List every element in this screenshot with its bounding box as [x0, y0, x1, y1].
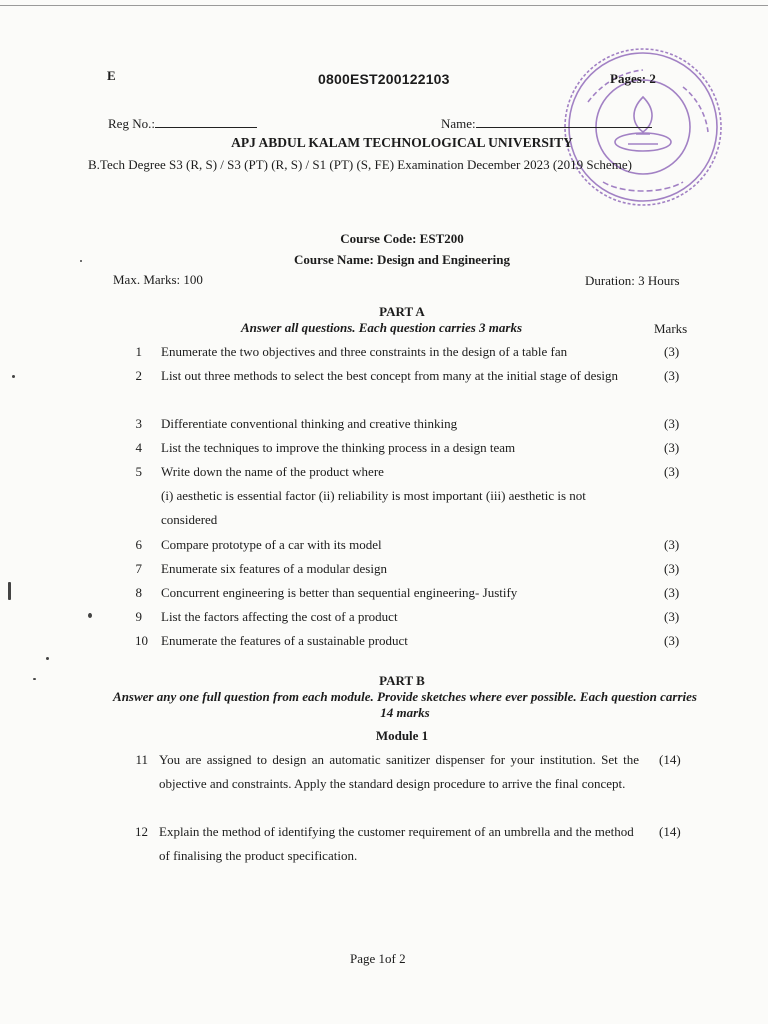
- reg-no-field: [108, 115, 257, 132]
- question-marks: (3): [664, 344, 680, 359]
- question-number: 9: [135, 609, 142, 624]
- question-marks: (3): [664, 440, 680, 455]
- question-number: 5: [135, 464, 142, 479]
- question-number: 2: [135, 368, 142, 383]
- module-title: Module 1: [375, 728, 429, 743]
- scan-speck: [46, 657, 49, 660]
- scan-speck: [33, 678, 36, 680]
- question-number: 10: [135, 633, 148, 648]
- question-number: 3: [135, 416, 142, 431]
- part-b-title: PART B: [379, 673, 425, 688]
- question-number: 11: [135, 752, 148, 767]
- reg-no-label: Reg No.:: [108, 116, 155, 131]
- page-number: Page 1of 2: [350, 951, 406, 966]
- page-count: Pages: 2: [610, 71, 656, 86]
- course-code: Course Code: EST200: [340, 231, 464, 246]
- course-name: Course Name: Design and Engineering: [294, 252, 510, 267]
- question-marks: (3): [664, 609, 680, 624]
- question-marks: (3): [664, 368, 680, 383]
- question-marks: (3): [664, 464, 680, 479]
- scan-speck: [12, 375, 15, 378]
- scan-mark: [8, 582, 11, 600]
- question-text: List out three methods to select the best concept from many at the initial stage of design: [161, 368, 619, 383]
- name-blank: [476, 115, 652, 128]
- scan-speck: [80, 260, 82, 262]
- exam-title: B.Tech Degree S3 (R, S) / S3 (PT) (R, S) / S1 (PT) (S, FE) Examination December 2023 (2019 Scheme): [88, 157, 632, 172]
- reg-no-blank: [155, 115, 257, 128]
- question-marks: (3): [664, 561, 680, 576]
- question-text: Explain the method of identifying the customer requirement of an umbrella and the method of finalising the product specification.: [159, 824, 634, 863]
- marks-column-header: Marks: [654, 321, 688, 336]
- question-marks: (3): [664, 633, 680, 648]
- question-marks: (3): [664, 585, 680, 600]
- question-number: 6: [135, 537, 142, 552]
- question-number: 4: [135, 440, 142, 455]
- name-label: Name:: [441, 116, 476, 131]
- question-text: List the factors affecting the cost of a product: [161, 609, 398, 624]
- question-marks: (3): [664, 537, 680, 552]
- question-text: Differentiate conventional thinking and creative thinking: [161, 416, 458, 431]
- question-number: 1: [135, 344, 142, 359]
- question-text: Compare prototype of a car with its model: [161, 537, 382, 552]
- question-number: 7: [135, 561, 142, 576]
- name-field: [441, 115, 652, 132]
- scan-speck: [88, 613, 92, 618]
- question-marks: (14): [659, 752, 681, 767]
- question-text: You are assigned to design an automatic sanitizer dispenser for your institution. Set the objective and constraints. Apply the standard design procedure to arrive the final concept.: [159, 752, 639, 791]
- question-paper-code: 0800EST200122103: [318, 71, 450, 87]
- max-marks: Max. Marks: 100: [113, 272, 203, 287]
- question-marks: (3): [664, 416, 680, 431]
- part-a-title: PART A: [379, 304, 425, 319]
- university-title: APJ ABDUL KALAM TECHNOLOGICAL UNIVERSITY: [231, 135, 573, 150]
- part-a-instruction: Answer all questions. Each question carries 3 marks: [241, 320, 522, 335]
- question-text: Enumerate the features of a sustainable product: [161, 633, 408, 648]
- part-b-instruction: Answer any one full question from each module. Provide sketches where ever possible. Each question carries 14 marks: [113, 689, 697, 720]
- scan-top-edge: [0, 5, 768, 6]
- duration: Duration: 3 Hours: [585, 273, 680, 288]
- question-marks: (14): [659, 824, 681, 839]
- question-number: 12: [135, 824, 148, 839]
- question-number: 8: [135, 585, 142, 600]
- question-text: Enumerate the two objectives and three constraints in the design of a table fan: [161, 344, 568, 359]
- question-text: List the techniques to improve the thinking process in a design team: [161, 440, 516, 455]
- question-text-subparts: (i) aesthetic is essential factor (ii) reliability is most important (iii) aesthetic is not considered: [161, 488, 586, 527]
- question-text: Enumerate six features of a modular design: [161, 561, 387, 576]
- question-text: Concurrent engineering is better than sequential engineering- Justify: [161, 585, 518, 600]
- question-set-label: E: [107, 68, 116, 83]
- question-text: Write down the name of the product where: [161, 464, 384, 479]
